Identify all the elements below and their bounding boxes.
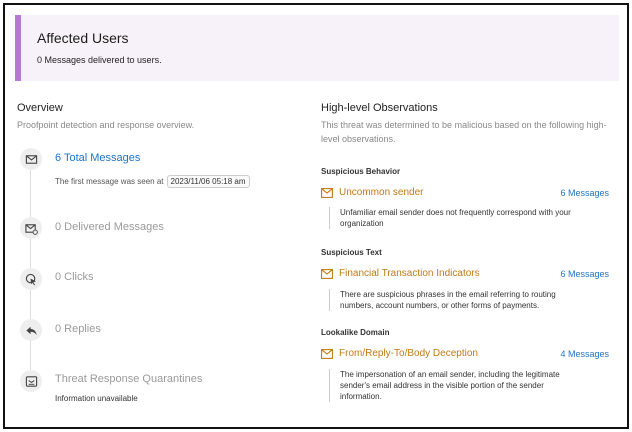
- description-line: information.: [340, 392, 382, 401]
- observations-title: High-level Observations: [321, 102, 438, 114]
- envelope-alert-icon: [20, 217, 42, 239]
- category-suspicious-text: Suspicious Text: [321, 248, 382, 257]
- delivered-messages-label: 0 Delivered Messages: [55, 221, 164, 233]
- observation-description: [329, 369, 619, 402]
- replies-label: 0 Replies: [55, 323, 101, 335]
- observation-count-link[interactable]: 6 Messages: [560, 269, 609, 279]
- description-line: sender's email address in the visible portion of the sender: [340, 381, 544, 390]
- envelope-icon: [20, 148, 42, 170]
- observation-title-label: From/Reply-To/Body Deception: [339, 348, 478, 359]
- banner-subtitle: 0 Messages delivered to users.: [37, 55, 162, 65]
- observations-description-2: level observations.: [321, 134, 396, 144]
- clicks-label: 0 Clicks: [55, 271, 94, 283]
- category-suspicious-behavior: Suspicious Behavior: [321, 167, 401, 176]
- observation-count-link[interactable]: 6 Messages: [560, 188, 609, 198]
- observation-description: [329, 289, 619, 311]
- observation-financial-transaction[interactable]: [321, 268, 480, 279]
- affected-users-panel: [3, 3, 629, 429]
- overview-description: Proofpoint detection and response overview.: [17, 120, 195, 130]
- observation-count-link[interactable]: 4 Messages: [560, 349, 609, 359]
- observations-description-1: This threat was determined to be malicious based on the following high-: [321, 120, 607, 130]
- quarantines-label: Threat Response Quarantines: [55, 373, 203, 385]
- banner-title: Affected Users: [37, 30, 129, 46]
- envelope-warning-icon: [321, 188, 333, 198]
- observation-title-label: Financial Transaction Indicators: [339, 268, 480, 279]
- envelope-warning-icon: [321, 269, 333, 279]
- cursor-click-icon: [20, 268, 42, 290]
- quarantine-info: Information unavailable: [55, 394, 138, 403]
- overview-title: Overview: [17, 102, 63, 114]
- observation-description: [329, 207, 619, 229]
- description-line: There are suspicious phrases in the email referring to routing: [340, 290, 556, 299]
- observation-body-deception[interactable]: [321, 348, 478, 359]
- observation-uncommon-sender[interactable]: [321, 187, 423, 198]
- description-line: numbers, account numbers, or other forms of payments.: [340, 301, 540, 310]
- quarantine-icon: [20, 370, 42, 392]
- affected-users-banner: [15, 15, 619, 81]
- reply-icon: [20, 319, 42, 341]
- total-messages-link[interactable]: 6 Total Messages: [55, 152, 141, 164]
- category-lookalike-domain: Lookalike Domain: [321, 328, 390, 337]
- first-seen-note: [55, 175, 250, 188]
- first-seen-label: The first message was seen at: [55, 177, 164, 186]
- description-line: Unfamiliar email sender does not frequently correspond with your: [340, 208, 571, 217]
- observation-title-label: Uncommon sender: [339, 187, 424, 198]
- description-line: The impersonation of an email sender, including the legitimate: [340, 370, 560, 379]
- first-seen-date: 2023/11/06 05:18 am: [167, 175, 250, 188]
- description-line: organization: [340, 219, 384, 228]
- envelope-warning-icon: [321, 349, 333, 359]
